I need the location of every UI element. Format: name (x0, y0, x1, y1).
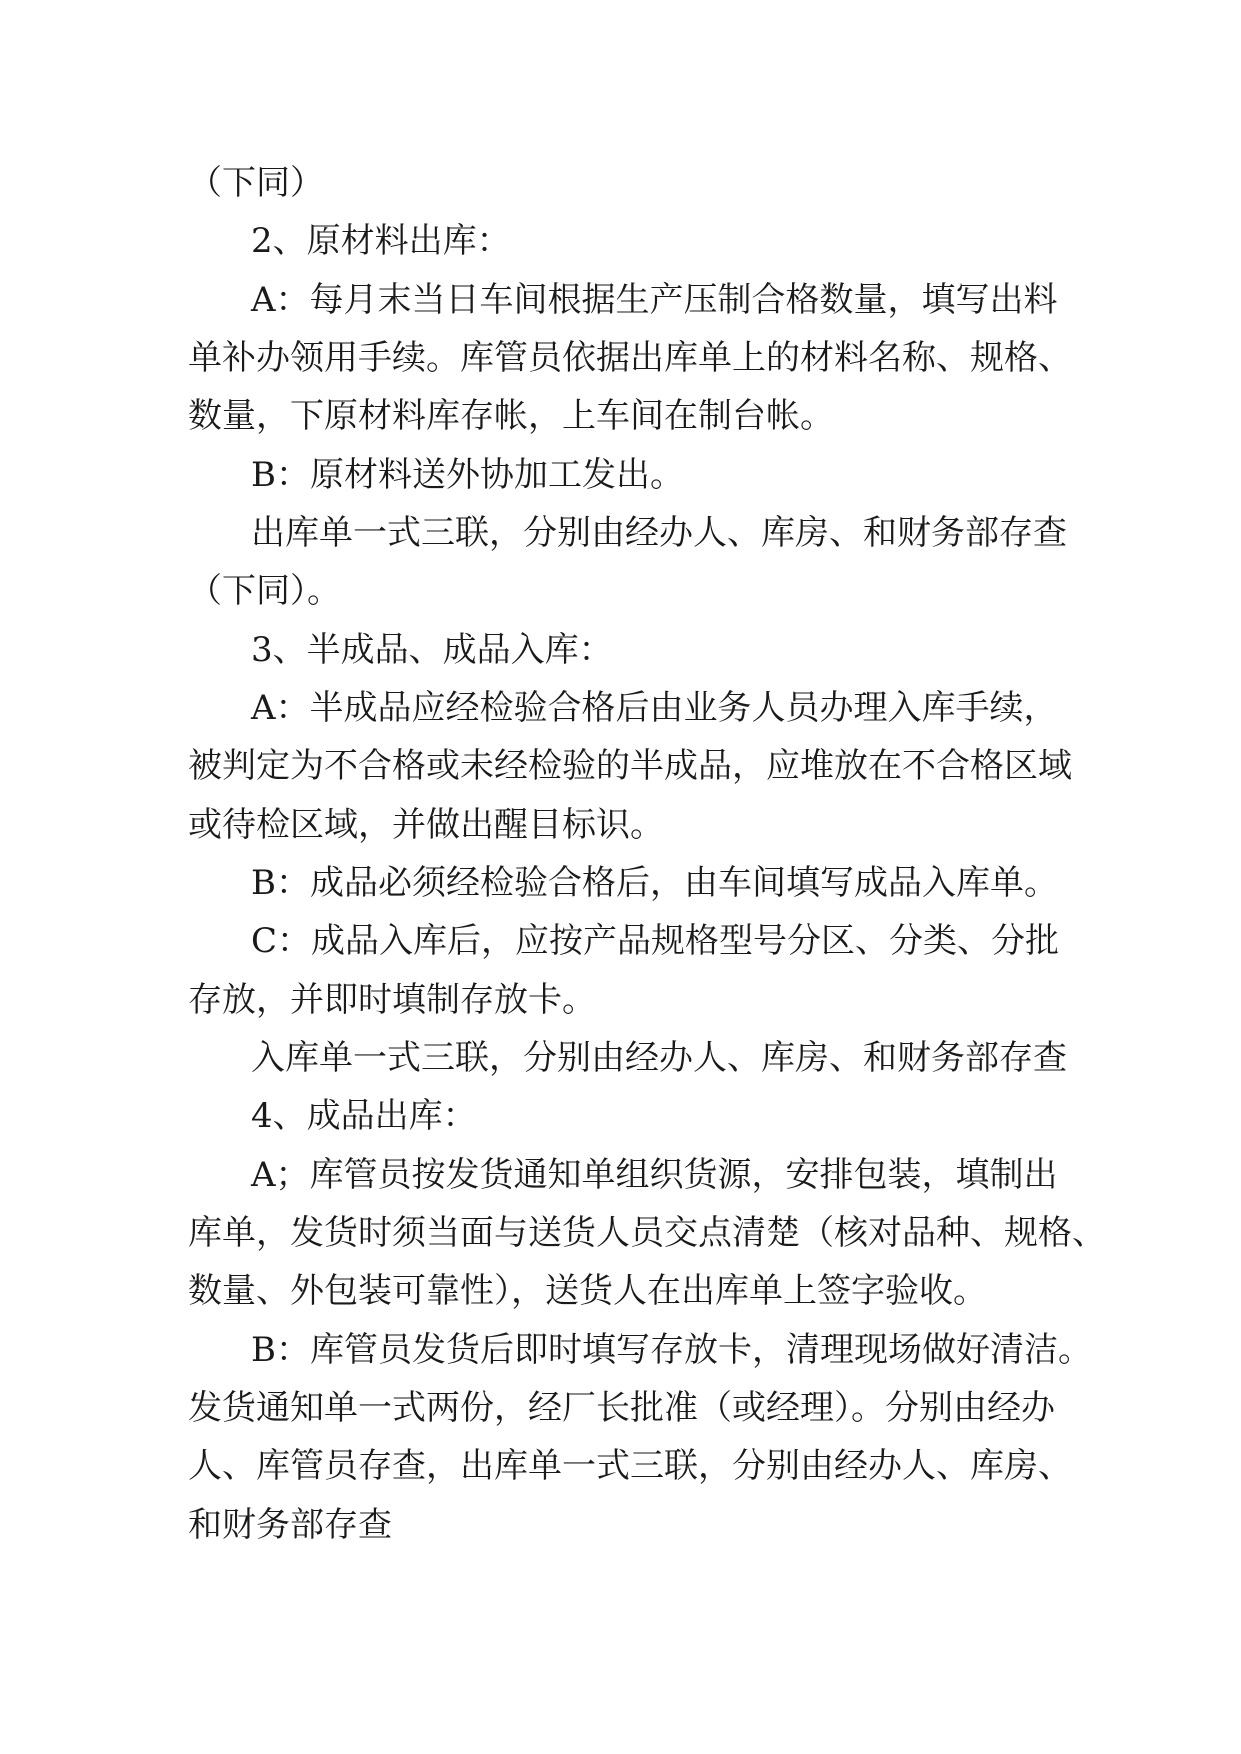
text-line: 或待检区域，并做出醒目标识。 (188, 805, 664, 845)
text-line: A：每月末当日车间根据生产压制合格数量，填写出料 (251, 280, 1058, 320)
text-line: B：原材料送外协加工发出。 (251, 455, 684, 495)
text-line: B：库管员发货后即时填写存放卡，清理现场做好清洁。 (251, 1330, 1092, 1370)
text-line: 数量，下原材料库存帐，上车间在制台帐。 (188, 396, 834, 436)
text-line: 和财务部存查 (188, 1505, 392, 1545)
text-line: A；库管员按发货通知单组织货源，安排包装，填制出 (251, 1155, 1058, 1195)
text-line: 入库单一式三联，分别由经办人、库房、和财务部存查 (251, 1038, 1067, 1078)
section-heading: 4、成品出库： (251, 1096, 477, 1136)
text-line: 库单，发货时须当面与送货人员交点清楚（核对品种、规格、 (188, 1213, 1106, 1253)
text-line: 存放，并即时填制存放卡。 (188, 980, 596, 1020)
text-line: 发货通知单一式两份，经厂长批准（或经理）。分别由经办 (188, 1388, 1055, 1428)
text-line: A：半成品应经检验合格后由业务人员办理入库手续， (251, 688, 1058, 728)
text-line: （下同） (188, 163, 324, 203)
section-heading: 3、半成品、成品入库： (251, 630, 613, 670)
text-line: 数量、外包装可靠性），送货人在出库单上签字验收。 (188, 1271, 987, 1311)
text-line: B：成品必须经检验合格后，由车间填写成品入库单。 (251, 863, 1058, 903)
text-line: （下同）。 (188, 571, 341, 611)
text-line: C：成品入库后，应按产品规格型号分区、分类、分批 (251, 921, 1060, 961)
text-line: 被判定为不合格或未经检验的半成品，应堆放在不合格区域 (188, 746, 1072, 786)
text-line: 出库单一式三联，分别由经办人、库房、和财务部存查 (251, 513, 1067, 553)
text-line: 单补办领用手续。库管员依据出库单上的材料名称、规格、 (188, 338, 1072, 378)
text-line: 人、库管员存查，出库单一式三联，分别由经办人、库房、 (188, 1446, 1072, 1486)
section-heading: 2、原材料出库： (251, 221, 511, 261)
